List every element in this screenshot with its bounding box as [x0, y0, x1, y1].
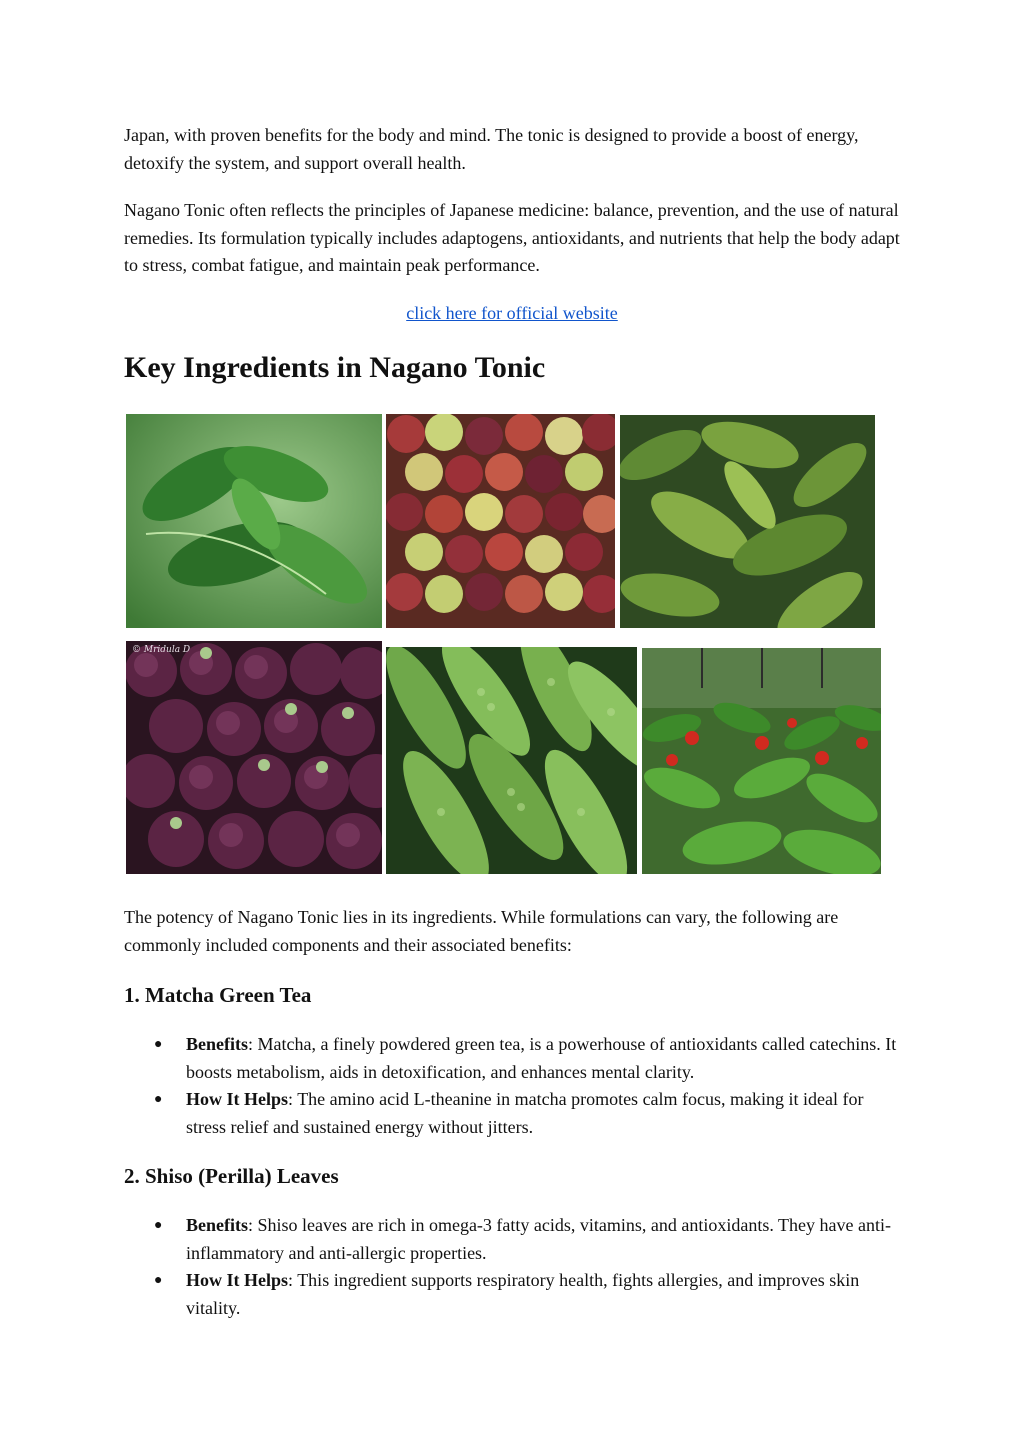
ingredient-heading-matcha: 1. Matcha Green Tea — [124, 983, 312, 1007]
list-item-text: : The amino acid L-theanine in matcha promotes calm focus, making it ideal for stress relief and sustained energy without jitters. — [186, 1089, 864, 1137]
official-website-link[interactable]: click here for official website — [406, 303, 618, 323]
intro-paragraph-2: Nagano Tonic often reflects the principles of Japanese medicine: balance, prevention, and the use of natural remedies. Its formulation typically includes adaptogens, antioxidants, and nutrients that help the body adapt to stress, combat fatigue, and maintain peak performance. — [124, 200, 900, 275]
ingredient-photo-bitter-melon — [386, 647, 637, 874]
bullet-icon: ● — [154, 1037, 163, 1052]
ingredient-heading-shiso: 2. Shiso (Perilla) Leaves — [124, 1164, 339, 1188]
ingredient-photo-ginseng-field — [642, 648, 881, 874]
list-item-text: : Shiso leaves are rich in omega-3 fatty acids, vitamins, and antioxidants. They have anti-inflammatory and anti-allergic properties. — [186, 1215, 891, 1263]
list-item — [154, 1267, 900, 1322]
ingredient-photo-tea-leaves — [620, 415, 875, 628]
bullet-icon: ● — [154, 1218, 163, 1233]
bullet-icon: ● — [154, 1273, 163, 1288]
photo-watermark: © Mridula D — [132, 645, 191, 655]
ingredient-photo-red-berries — [386, 414, 615, 628]
list-item — [154, 1212, 900, 1267]
shiso-bullet-list — [154, 1212, 900, 1322]
list-item-label: Benefits — [186, 1215, 248, 1235]
intro-paragraph-1: Japan, with proven benefits for the body and mind. The tonic is designed to provide a boost of energy, detoxify the system, and support overall health. — [124, 125, 859, 173]
bullet-icon: ● — [154, 1092, 163, 1107]
matcha-bullet-list — [154, 1031, 900, 1141]
official-website-link-row — [124, 300, 900, 327]
ingredient-photo-green-leaves — [126, 414, 382, 628]
list-item-label: How It Helps — [186, 1270, 289, 1290]
list-item — [154, 1086, 900, 1141]
ingredients-intro-paragraph: The potency of Nagano Tonic lies in its ingredients. While formulations can vary, the following are commonly included components and their associated benefits: — [124, 907, 839, 955]
list-item-text: : This ingredient supports respiratory health, fights allergies, and improves skin vitality. — [186, 1270, 860, 1318]
section-title: Key Ingredients in Nagano Tonic — [124, 351, 546, 384]
ingredient-photo-mangosteen — [126, 641, 382, 874]
list-item-label: How It Helps — [186, 1089, 289, 1109]
list-item-label: Benefits — [186, 1034, 248, 1054]
list-item — [154, 1031, 900, 1086]
list-item-text: : Matcha, a finely powdered green tea, is a powerhouse of antioxidants called catechins. It boosts metabolism, aids in detoxification, and enhances mental clarity. — [186, 1034, 897, 1082]
